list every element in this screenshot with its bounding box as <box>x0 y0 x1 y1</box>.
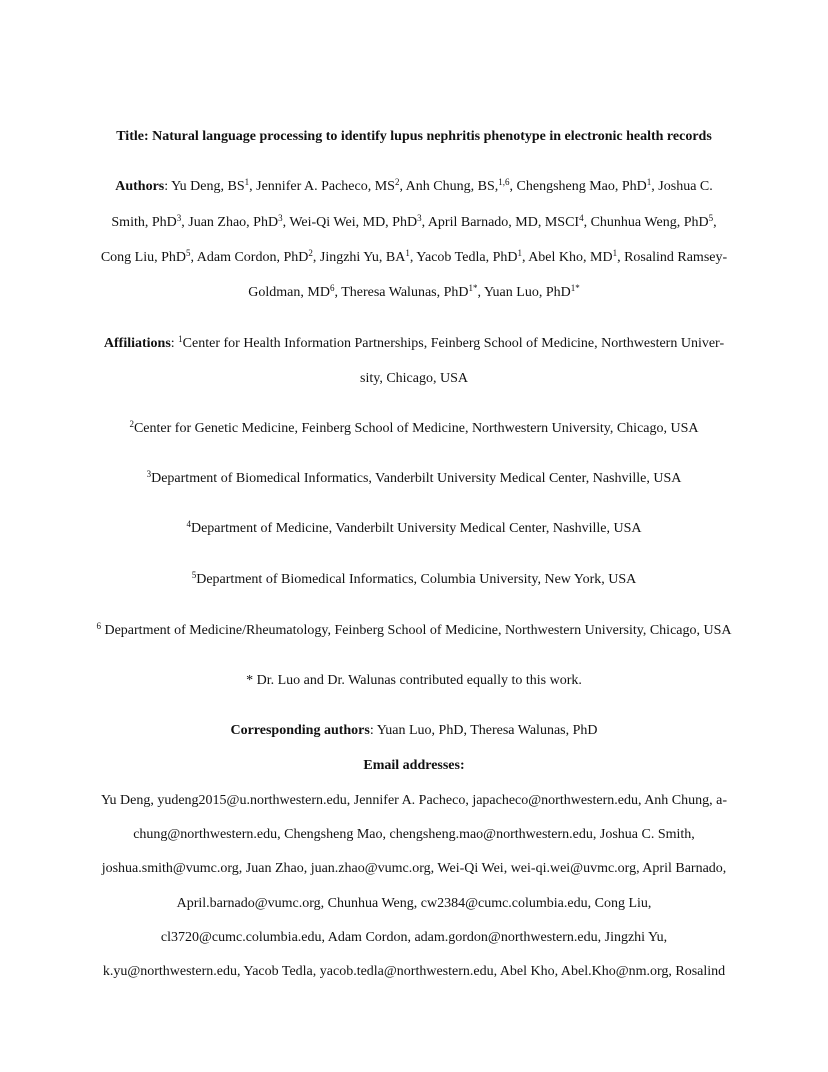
email-line: April.barnado@vumc.org, Chunhua Weng, cw2384@cumc.columbia.edu, Cong Liu, <box>176 896 652 911</box>
note-text: * Dr. Luo and Dr. Walunas contributed equally to this work. <box>246 673 582 688</box>
affiliation-6-sup: 6 <box>96 621 101 631</box>
author-name: , Juan Zhao, PhD <box>181 215 279 230</box>
affiliation-4-text: Department of Medicine, Vanderbilt University Medical Center, Nashville, USA <box>190 521 642 536</box>
affiliation-3-sup: 3 <box>146 469 152 479</box>
author-name: Yu Deng, BS <box>171 179 245 194</box>
affiliation-1-line-2 <box>60 370 768 388</box>
author-affiliation-sup: 1* <box>570 283 580 293</box>
author-affiliation-sup: 1 <box>646 177 652 187</box>
author-affiliation-sup: 6 <box>329 283 335 293</box>
author-name: , Chunhua Weng, PhD <box>583 215 709 230</box>
affiliation-3-text: Department of Biomedical Informatics, Vanderbilt University Medical Center, Nashville, USA <box>151 471 682 486</box>
author-affiliation-sup: 2 <box>394 177 400 187</box>
author-name: , Yuan Luo, PhD <box>477 285 571 300</box>
corresponding-sep: : <box>369 723 377 738</box>
email-line: Yu Deng, yudeng2015@u.northwestern.edu, Jennifer A. Pacheco, japacheco@northwestern.edu, Anh Chung, a- <box>100 793 728 808</box>
title-label: Title: <box>116 129 149 144</box>
affiliation-2-sup: 2 <box>129 419 134 429</box>
author-name: , Theresa Walunas, PhD <box>334 285 469 300</box>
email-heading <box>60 757 768 775</box>
affiliation-4 <box>60 520 768 538</box>
affiliation-2 <box>60 420 768 438</box>
affiliation-2-text: Center for Genetic Medicine, Feinberg School of Medicine, Northwestern University, Chicago, USA <box>133 421 699 436</box>
paper-title <box>60 128 768 146</box>
author-affiliation-sup: 1 <box>405 248 410 258</box>
authors-text <box>111 215 716 230</box>
author-affiliation-sup: 1 <box>244 177 250 187</box>
email-line: k.yu@northwestern.edu, Yacob Tedla, yacob.tedla@northwestern.edu, Abel Kho, Abel.Kho@nm.org, Rosalind <box>102 964 726 979</box>
author-affiliation-sup: 1* <box>468 283 478 293</box>
affiliation-1-sup: 1 <box>178 334 183 344</box>
authors-line-1 <box>60 178 768 196</box>
equal-contribution-note <box>60 672 768 690</box>
affiliation-1-text-cont: sity, Chicago, USA <box>360 371 468 386</box>
title-text: Natural language processing to identify lupus nephritis phenotype in electronic health records <box>152 129 712 144</box>
authors-line-3 <box>60 249 768 267</box>
corresponding-label: Corresponding authors <box>230 723 370 738</box>
author-affiliation-sup: 4 <box>579 213 584 223</box>
author-affiliation-sup: 2 <box>308 248 313 258</box>
author-name: , April Barnado, MD, MSCI <box>421 215 580 230</box>
affiliation-5-text: Department of Biomedical Informatics, Columbia University, New York, USA <box>196 572 637 587</box>
email-line: joshua.smith@vumc.org, Juan Zhao, juan.zhao@vumc.org, Wei-Qi Wei, wei-qi.wei@uvmc.org, April Barnado, <box>101 861 727 876</box>
affiliation-1-text: Center for Health Information Partnerships, Feinberg School of Medicine, Northwestern Univer- <box>182 336 725 351</box>
author-name: , Yacob Tedla, PhD <box>409 250 518 265</box>
affiliation-5 <box>60 571 768 589</box>
affiliations-label: Affiliations <box>103 336 171 351</box>
affiliations-sep: : <box>170 336 179 351</box>
author-affiliation-sup: 1 <box>517 248 522 258</box>
email-line: cl3720@cumc.columbia.edu, Adam Cordon, adam.gordon@northwestern.edu, Jingzhi Yu, <box>160 930 668 945</box>
author-name: , Anh Chung, BS, <box>399 179 499 194</box>
affiliation-1-line-1 <box>60 335 768 353</box>
affiliation-6-text: Department of Medicine/Rheumatology, Feinberg School of Medicine, Northwestern University, Chicago, USA <box>100 623 732 638</box>
author-name: , Joshua C. <box>651 179 713 194</box>
email-heading-text: Email addresses: <box>363 758 465 773</box>
author-name: , Jennifer A. Pacheco, MS <box>249 179 395 194</box>
author-name: , Rosalind Ramsey- <box>617 250 728 265</box>
author-name: , Abel Kho, MD <box>521 250 613 265</box>
author-affiliation-sup: 3 <box>176 213 182 223</box>
author-affiliation-sup: 3 <box>417 213 422 223</box>
affiliation-4-sup: 4 <box>186 519 191 529</box>
author-name: , Chengsheng Mao, PhD <box>509 179 647 194</box>
authors-sep: : <box>164 179 169 194</box>
author-affiliation-sup: 1 <box>612 248 618 258</box>
authors-label: Authors <box>115 179 165 194</box>
author-affiliation-sup: 3 <box>278 213 283 223</box>
affiliation-3 <box>60 470 768 488</box>
author-name: , Adam Cordon, PhD <box>190 250 309 265</box>
authors-line-4 <box>60 284 768 302</box>
author-name: , <box>713 215 717 230</box>
author-name: Goldman, MD <box>248 285 330 300</box>
author-affiliation-sup: 5 <box>186 248 191 258</box>
affiliation-5-sup: 5 <box>191 570 197 580</box>
author-name: , Jingzhi Yu, BA <box>312 250 406 265</box>
authors-text <box>101 250 727 265</box>
author-name: Cong Liu, PhD <box>100 250 187 265</box>
corresponding-text: Yuan Luo, PhD, Theresa Walunas, PhD <box>376 723 598 738</box>
authors-line-2 <box>60 214 768 232</box>
author-name: Smith, PhD <box>111 215 177 230</box>
authors-text <box>171 179 713 194</box>
author-name: , Wei-Qi Wei, MD, PhD <box>282 215 418 230</box>
email-line: chung@northwestern.edu, Chengsheng Mao, chengsheng.mao@northwestern.edu, Joshua C. Smith, <box>133 827 695 842</box>
authors-text <box>248 285 579 300</box>
author-affiliation-sup: 1,6 <box>498 177 510 187</box>
affiliation-6 <box>60 622 768 640</box>
author-affiliation-sup: 5 <box>708 213 714 223</box>
corresponding-authors <box>60 722 768 740</box>
